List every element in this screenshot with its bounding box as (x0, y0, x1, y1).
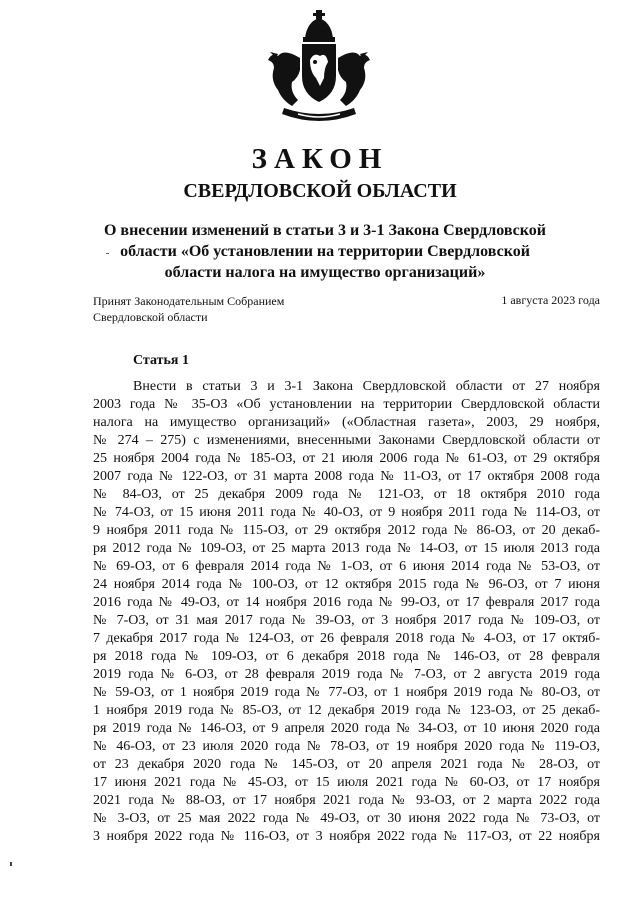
law-title-line: области налога на имущество организаций» (164, 264, 486, 281)
body-line: 2016 года № 49-ОЗ, от 14 ноября 2016 года № 99-ОЗ, от 17 февраля 2017 года (93, 595, 600, 610)
body-line: ря 2019 года № 146-ОЗ, от 9 апреля 2020 года № 34-ОЗ, от 10 июня 2020 года (93, 721, 600, 736)
body-line: 25 ноября 2004 года № 185-ОЗ, от 21 июля 2006 года № 61-ОЗ, от 29 октября (93, 451, 600, 466)
body-line: № 84-ОЗ, от 25 декабря 2009 года № 121-ОЗ, от 18 октября 2010 года (93, 487, 600, 502)
scan-speck (10, 862, 12, 866)
article-body (93, 378, 600, 846)
body-line: 2007 года № 122-ОЗ, от 31 марта 2008 года № 11-ОЗ, от 17 октября 2008 года (93, 469, 600, 484)
body-line: № 74-ОЗ, от 15 июня 2011 года № 40-ОЗ, от 9 ноября 2011 года № 114-ОЗ, от (93, 505, 600, 520)
body-line: 17 июня 2021 года № 45-ОЗ, от 15 июля 2021 года № 60-ОЗ, от 17 ноября (93, 775, 600, 790)
body-line: налога на имущество организаций» («Областная газета», 2003, 29 ноября, (93, 415, 600, 430)
body-line: № 3-ОЗ, от 25 мая 2022 года № 49-ОЗ, от 30 июня 2022 года № 73-ОЗ, от (93, 811, 600, 826)
body-line: № 46-ОЗ, от 23 июля 2020 года № 78-ОЗ, от 19 ноября 2020 года № 119-ОЗ, (93, 739, 600, 754)
right-sable-icon (338, 52, 370, 106)
body-line: 24 ноября 2014 года № 100-ОЗ, от 12 октября 2015 года № 96-ОЗ, от 7 июня (93, 577, 600, 592)
body-line: 2019 года № 6-ОЗ, от 28 февраля 2019 года № 7-ОЗ, от 2 августа 2019 года (93, 667, 600, 682)
body-line: от 23 декабря 2020 года № 145-ОЗ, от 20 апреля 2021 года № 28-ОЗ, от (93, 757, 600, 772)
left-sable-icon (268, 52, 300, 106)
crown-icon (303, 10, 335, 42)
adoption-date: 1 августа 2023 года (501, 293, 600, 307)
body-line: 3 ноября 2022 года № 116-ОЗ, от 3 ноября 2022 года № 117-ОЗ, от 22 ноября (93, 829, 600, 844)
body-line: № 274 – 275) с изменениями, внесенными Законами Свердловской области от (93, 433, 600, 448)
law-title-line: области «Об установлении на территории Свердловской (120, 243, 530, 260)
body-line: Внести в статьи 3 и 3-1 Закона Свердловской области от 27 ноября (133, 379, 600, 394)
coat-of-arms-emblem (258, 8, 380, 132)
region-heading: СВЕРДЛОВСКОЙ ОБЛАСТИ (183, 180, 457, 202)
body-line: № 69-ОЗ, от 6 февраля 2014 года № 1-ОЗ, от 6 июня 2014 года № 53-ОЗ, от (93, 559, 600, 574)
body-line: 2003 года № 35-ОЗ «Об установлении на территории Свердловской области (93, 397, 600, 412)
law-heading: ЗАКОН (251, 143, 389, 175)
article-heading: Статья 1 (133, 353, 189, 368)
law-title-line: О внесении изменений в статьи 3 и 3-1 Закона Свердловской (103, 222, 546, 239)
adoption-note (93, 293, 353, 325)
body-line: № 59-ОЗ, от 1 ноября 2019 года № 77-ОЗ, от 1 ноября 2019 года № 80-ОЗ, от (93, 685, 600, 700)
body-line: № 7-ОЗ, от 31 мая 2017 года № 39-ОЗ, от 3 ноября 2017 года № 109-ОЗ, от (93, 613, 600, 628)
body-line: ря 2018 года № 109-ОЗ, от 6 декабря 2018 года № 146-ОЗ, от 28 февраля (93, 649, 600, 664)
adoption-line: Принят Законодательным Собранием (93, 294, 285, 308)
body-line: 7 декабря 2017 года № 124-ОЗ, от 26 февраля 2018 года № 4-ОЗ, от 17 октяб- (93, 631, 600, 646)
body-line: ря 2012 года № 109-ОЗ, от 25 марта 2013 года № 14-ОЗ, от 15 июля 2013 года (93, 541, 600, 556)
scan-speck (106, 253, 109, 254)
body-line: 9 ноября 2011 года № 115-ОЗ, от 29 октября 2012 года № 86-ОЗ, от 20 декаб- (93, 523, 600, 538)
law-title (100, 220, 550, 283)
body-line: 2021 года № 88-ОЗ, от 17 ноября 2021 года № 93-ОЗ, от 2 марта 2022 года (93, 793, 600, 808)
adoption-line: Свердловской области (93, 310, 208, 324)
body-line: 1 ноября 2019 года № 85-ОЗ, от 12 декабря 2019 года № 123-ОЗ, от 25 декаб- (93, 703, 600, 718)
